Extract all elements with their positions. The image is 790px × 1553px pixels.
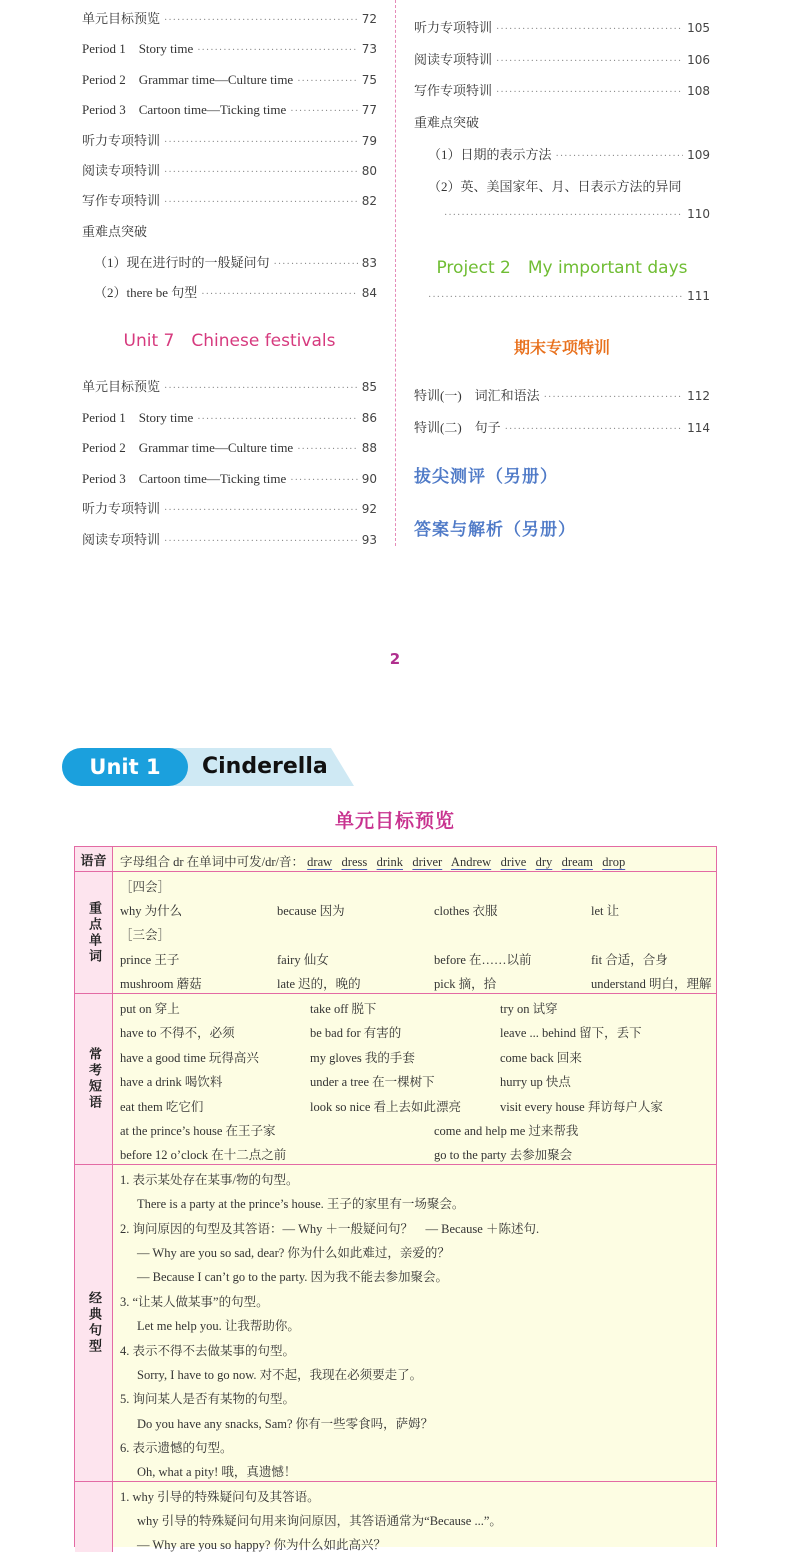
- toc-entry[interactable]: 阅读专项特训 ····· 80: [82, 160, 377, 179]
- toc-entry[interactable]: 听力专项特训 ····· 105: [414, 17, 710, 36]
- sentence-example: There is a party at the prince’s house. 王子的家里有一场聚会。: [137, 1197, 465, 1211]
- phrase: be bad for 有害的: [310, 1026, 402, 1040]
- word: clothes 衣服: [434, 904, 498, 918]
- sentence-example: Oh, what a pity! 哦，真遗憾！: [137, 1465, 297, 1479]
- sentence-rule: 3. “让某人做某事”的句型。: [120, 1295, 269, 1309]
- sentence-rule: 6. 表示遗憾的句型。: [120, 1441, 233, 1455]
- sentence-example: — Why are you so sad, dear? 你为什么如此难过，亲爱的？: [137, 1246, 450, 1260]
- toc-entry[interactable]: 阅读专项特训 ····· 93: [82, 529, 377, 548]
- phrase: my gloves 我的手套: [310, 1051, 415, 1065]
- phrase: put on 穿上: [120, 1002, 180, 1016]
- grammar-rule: 1. why 引导的特殊疑问句及其答语。: [120, 1490, 320, 1504]
- sentence-rule: 4. 表示不得不去做某事的句型。: [120, 1344, 296, 1358]
- phrase: go to the party 去参加聚会: [434, 1148, 573, 1162]
- sentence-rule: 5. 询问某人是否有某物的句型。: [120, 1392, 296, 1406]
- sentence-example: Sorry, I have to go now. 对不起，我现在必须要走了。: [137, 1368, 423, 1382]
- answers-link[interactable]: 答案与解析（另册）: [414, 520, 576, 540]
- phrase: look so nice 看上去如此漂亮: [310, 1100, 462, 1114]
- sentence-example: — Because I can’t go to the party. 因为我不能去参加聚会。: [137, 1270, 449, 1284]
- row-header-words: 重点单词: [75, 872, 113, 993]
- toc-heading: 重难点突破: [82, 224, 148, 239]
- toc-entry[interactable]: ····· 111: [424, 289, 710, 303]
- phrase: come and help me 过来帮我: [434, 1124, 579, 1138]
- toc-entry[interactable]: （2）there be 句型 ····· 84: [94, 282, 377, 301]
- phrase: under a tree 在一棵树下: [310, 1075, 435, 1089]
- word: why 为什么: [120, 904, 183, 918]
- grammar-example: — Why are you so happy? 你为什么如此高兴？: [137, 1538, 387, 1552]
- row-header-grammar: [75, 1482, 113, 1552]
- phrase: try on 试穿: [500, 1002, 558, 1016]
- toc-entry[interactable]: 听力专项特训 ····· 92: [82, 498, 377, 517]
- toc-entry[interactable]: ····· 110: [440, 207, 710, 221]
- section-title: 单元目标预览: [334, 810, 455, 832]
- phrase: take off 脱下: [310, 1002, 377, 1016]
- word: because 因为: [277, 904, 345, 918]
- toc-entry[interactable]: 单元目标预览 ····· 72: [82, 8, 377, 27]
- word: prince 王子: [120, 953, 180, 967]
- unit-number: Unit 1: [62, 748, 188, 786]
- toc-heading: 重难点突破: [414, 115, 480, 130]
- extra-assessment-link[interactable]: 拔尖测评（另册）: [414, 467, 558, 487]
- sentence-example: Let me help you. 让我帮助你。: [137, 1319, 300, 1333]
- phrase: hurry up 快点: [500, 1075, 571, 1089]
- phrase: eat them 吃它们: [120, 1100, 204, 1114]
- toc-entry[interactable]: Period 2 Grammar time—Culture time ····· 75: [82, 69, 377, 88]
- toc-entry[interactable]: （1）日期的表示方法 ····· 109: [428, 144, 710, 163]
- toc-entry[interactable]: Period 1 Story time ····· 73: [82, 38, 377, 57]
- word: before 在……以前: [434, 953, 532, 967]
- word: fairy 仙女: [277, 953, 329, 967]
- unit7-title: Unit 7 Chinese festivals: [123, 331, 336, 351]
- word: understand 明白，理解: [591, 977, 712, 991]
- phrase: have a good time 玩得高兴: [120, 1051, 259, 1065]
- toc-entry[interactable]: （1）现在进行时的一般疑问句 ····· 83: [94, 252, 377, 271]
- phrase: visit every house 拜访每户人家: [500, 1100, 663, 1114]
- sentence-rule: 2. 询问原因的句型及其答语：— Why ＋一般疑问句？ — Because ＋陈述句.: [120, 1222, 540, 1236]
- toc-entry[interactable]: 听力专项特训 ····· 79: [82, 130, 377, 149]
- word: late 迟的，晚的: [277, 977, 361, 991]
- phrase: have to 不得不，必须: [120, 1026, 235, 1040]
- tag-four-skill: ［四会］: [120, 879, 171, 894]
- toc-entry[interactable]: 单元目标预览 ····· 85: [82, 376, 377, 395]
- row-header-phonics: 语音: [75, 847, 113, 871]
- phrase: leave ... behind 留下，丢下: [500, 1026, 642, 1040]
- phrase: come back 回来: [500, 1051, 582, 1065]
- phrase: have a drink 喝饮料: [120, 1075, 223, 1089]
- word: fit 合适，合身: [591, 953, 668, 967]
- word: pick 摘，拾: [434, 977, 497, 991]
- unit-banner: [62, 748, 354, 786]
- toc-entry[interactable]: Period 3 Cartoon time—Ticking time ····· 77: [82, 99, 377, 118]
- toc-entry[interactable]: Period 2 Grammar time—Culture time ····· 88: [82, 437, 377, 456]
- row-header-phrases: 常考短语: [75, 994, 113, 1164]
- sentence-rule: 1. 表示某处存在某事/物的句型。: [120, 1173, 299, 1187]
- toc-entry[interactable]: 特训(二) 句子 ····· 114: [414, 417, 710, 436]
- toc-entry[interactable]: Period 3 Cartoon time—Ticking time ····· 90: [82, 468, 377, 487]
- table-of-contents: [0, 0, 790, 600]
- unit-overview-table: [74, 846, 717, 1552]
- toc-entry[interactable]: （2）英、美国家年、月、日表示方法的异同: [428, 179, 682, 194]
- unit-name: Cinderella: [202, 754, 328, 779]
- toc-entry[interactable]: 特训(一) 词汇和语法 ····· 112: [414, 385, 710, 404]
- toc-entry[interactable]: 写作专项特训 ····· 108: [414, 80, 710, 99]
- word: let 让: [591, 904, 620, 918]
- row-header-sentences: 经典句型: [75, 1165, 113, 1481]
- phonics-row: 字母组合 dr 在单词中可发/dr/音： draw dress drink driver Andrew drive dry dream drop: [120, 855, 626, 869]
- page-number: 2: [389, 650, 401, 668]
- phrase: at the prince’s house 在王子家: [120, 1124, 276, 1138]
- phrase: before 12 o’clock 在十二点之前: [120, 1148, 287, 1162]
- sentence-example: Do you have any snacks, Sam? 你有一些零食吗，萨姆？: [137, 1417, 434, 1431]
- tag-three-skill: ［三会］: [120, 927, 171, 942]
- toc-entry[interactable]: 阅读专项特训 ····· 106: [414, 49, 710, 68]
- project-title: Project 2 My important days: [436, 258, 688, 278]
- column-divider: [395, 0, 396, 546]
- toc-entry[interactable]: Period 1 Story time ····· 86: [82, 407, 377, 426]
- toc-entry[interactable]: 写作专项特训 ····· 82: [82, 190, 377, 209]
- word: mushroom 蘑菇: [120, 977, 202, 991]
- final-title: 期末专项特训: [513, 338, 610, 357]
- grammar-rule: why 引导的特殊疑问句用来询问原因，其答语通常为“Because ...”。: [137, 1514, 502, 1528]
